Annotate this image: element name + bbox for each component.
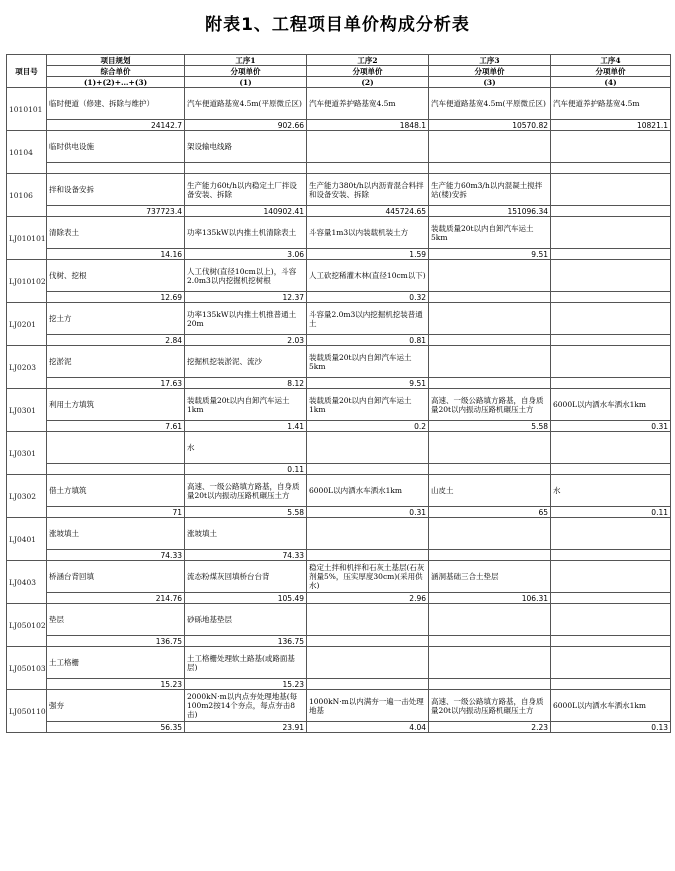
table-row	[7, 432, 671, 464]
table-row	[7, 260, 671, 292]
table-row-values	[7, 550, 671, 561]
item-code: LJ050103	[7, 647, 47, 690]
process-2-price: 9.51	[307, 378, 429, 389]
header-col0-mid: 综合单价	[47, 66, 185, 77]
item-name: 挖淤泥	[47, 346, 185, 378]
header-col2-top: 工序2	[307, 55, 429, 66]
item-name: 伐树、挖根	[47, 260, 185, 292]
process-1-desc: 生产能力60t/h以内稳定土厂拌设备安装、拆除	[185, 174, 307, 206]
item-name	[47, 432, 185, 464]
process-4-price: 0.11	[551, 507, 671, 518]
process-4-price	[551, 464, 671, 475]
process-3-price	[429, 335, 551, 346]
table-row-values	[7, 335, 671, 346]
process-4-desc	[551, 604, 671, 636]
process-1-price: 8.12	[185, 378, 307, 389]
process-3-desc	[429, 303, 551, 335]
item-total: 136.75	[47, 636, 185, 647]
item-name: 强夯	[47, 690, 185, 722]
process-2-price: 2.96	[307, 593, 429, 604]
process-4-desc	[551, 217, 671, 249]
process-2-desc: 装载质量20t以内自卸汽车运土5km	[307, 346, 429, 378]
process-3-price: 2.23	[429, 722, 551, 733]
table-row	[7, 174, 671, 206]
process-4-price	[551, 206, 671, 217]
page-title: 附表1、工程项目单价构成分析表	[205, 15, 470, 35]
process-1-desc: 挖掘机挖装淤泥、流沙	[185, 346, 307, 378]
item-code: 1010101	[7, 88, 47, 131]
process-3-price	[429, 163, 551, 174]
process-2-desc: 生产能力380t/h以内沥青混合料拌和设备安装、拆除	[307, 174, 429, 206]
price-analysis-table	[6, 54, 671, 733]
process-2-desc: 稳定土拌和机拌和石灰土基层(石灰剂量5%，压实厚度30cm)(采用供水)	[307, 561, 429, 593]
process-2-desc	[307, 604, 429, 636]
process-1-desc: 装载质量20t以内自卸汽车运土1km	[185, 389, 307, 421]
process-2-desc: 汽车便道养护路基宽4.5m	[307, 88, 429, 120]
table-row	[7, 604, 671, 636]
process-3-price: 9.51	[429, 249, 551, 260]
item-total: 74.33	[47, 550, 185, 561]
item-code: LJ0302	[7, 475, 47, 518]
process-4-price: 0.31	[551, 421, 671, 432]
item-code: LJ0203	[7, 346, 47, 389]
item-total: 17.63	[47, 378, 185, 389]
process-2-desc: 1000kN·m以内满夯一遍一击处理地基	[307, 690, 429, 722]
header-col0-top: 项目规划	[47, 55, 185, 66]
process-2-price: 0.31	[307, 507, 429, 518]
header-col3-mid: 分项单价	[429, 66, 551, 77]
header-col0-bot: (1)+(2)+…+(3)	[47, 77, 185, 88]
process-1-price: 0.11	[185, 464, 307, 475]
process-2-desc	[307, 131, 429, 163]
process-4-desc	[551, 174, 671, 206]
item-name: 垫层	[47, 604, 185, 636]
process-2-price	[307, 679, 429, 690]
item-code: LJ010102	[7, 260, 47, 303]
process-3-price	[429, 292, 551, 303]
table-row-values	[7, 378, 671, 389]
process-2-price: 1.59	[307, 249, 429, 260]
table-row-values	[7, 421, 671, 432]
header-col1-bot: (1)	[185, 77, 307, 88]
process-1-price: 105.49	[185, 593, 307, 604]
table-row-values	[7, 249, 671, 260]
process-1-price: 23.91	[185, 722, 307, 733]
item-code: LJ0201	[7, 303, 47, 346]
process-2-price	[307, 550, 429, 561]
table-row-values	[7, 636, 671, 647]
process-3-desc	[429, 346, 551, 378]
process-4-desc	[551, 131, 671, 163]
process-3-desc: 高速、一级公路填方路基，自身质量20t以内振动压路机碾压土方	[429, 690, 551, 722]
item-total: 214.76	[47, 593, 185, 604]
process-1-price: 12.37	[185, 292, 307, 303]
item-name: 临时供电设施	[47, 131, 185, 163]
process-2-price	[307, 464, 429, 475]
header-col2-bot: (2)	[307, 77, 429, 88]
table-row-values	[7, 163, 671, 174]
process-1-price: 140902.41	[185, 206, 307, 217]
process-4-desc	[551, 260, 671, 292]
process-3-desc	[429, 260, 551, 292]
process-3-price	[429, 636, 551, 647]
header-col4-mid: 分项单价	[551, 66, 671, 77]
table-row	[7, 346, 671, 378]
process-1-price: 5.58	[185, 507, 307, 518]
item-code: LJ0301	[7, 432, 47, 475]
process-3-desc: 山皮土	[429, 475, 551, 507]
process-1-price: 902.66	[185, 120, 307, 131]
process-4-price	[551, 679, 671, 690]
process-1-desc: 架设输电线路	[185, 131, 307, 163]
item-code: LJ0403	[7, 561, 47, 604]
process-4-desc	[551, 647, 671, 679]
table-row-values	[7, 120, 671, 131]
header-col2-mid: 分项单价	[307, 66, 429, 77]
item-name: 借土方填筑	[47, 475, 185, 507]
process-3-desc	[429, 647, 551, 679]
process-3-desc	[429, 432, 551, 464]
process-2-desc: 斗容量1m3以内装载机装土方	[307, 217, 429, 249]
process-3-price: 151096.34	[429, 206, 551, 217]
process-4-desc: 6000L以内洒水车洒水1km	[551, 690, 671, 722]
process-1-price: 136.75	[185, 636, 307, 647]
process-2-price: 0.2	[307, 421, 429, 432]
item-name: 利用土方填筑	[47, 389, 185, 421]
table-row	[7, 647, 671, 679]
item-code: LJ0301	[7, 389, 47, 432]
process-1-desc: 高速、一级公路填方路基，自身质量20t以内振动压路机碾压土方	[185, 475, 307, 507]
table-row-values	[7, 593, 671, 604]
process-1-desc: 2000kN·m以内点夯处理地基(每100m2按14个夯点，每点夯击8击)	[185, 690, 307, 722]
header-col3-bot: (3)	[429, 77, 551, 88]
process-1-desc: 涨坡填土	[185, 518, 307, 550]
process-4-price	[551, 249, 671, 260]
process-4-price	[551, 636, 671, 647]
process-3-desc	[429, 604, 551, 636]
item-code: LJ0401	[7, 518, 47, 561]
process-3-desc	[429, 518, 551, 550]
process-3-desc: 生产能力60m3/h以内混凝土搅拌站(楼)安拆	[429, 174, 551, 206]
item-total: 15.23	[47, 679, 185, 690]
process-4-price	[551, 593, 671, 604]
process-4-desc	[551, 303, 671, 335]
item-name: 土工格栅	[47, 647, 185, 679]
process-3-price	[429, 550, 551, 561]
header-col3-top: 工序3	[429, 55, 551, 66]
header-col4-bot: (4)	[551, 77, 671, 88]
item-total: 2.84	[47, 335, 185, 346]
item-code: 10104	[7, 131, 47, 174]
header-code: 项目号	[7, 55, 47, 88]
process-2-desc: 装载质量20t以内自卸汽车运土1km	[307, 389, 429, 421]
process-2-desc	[307, 518, 429, 550]
process-4-price	[551, 335, 671, 346]
table-row-values	[7, 679, 671, 690]
header-col1-mid: 分项单价	[185, 66, 307, 77]
process-2-price	[307, 163, 429, 174]
process-1-desc: 土工格栅处理软土路基(或路面基层)	[185, 647, 307, 679]
process-2-desc	[307, 647, 429, 679]
process-3-price: 65	[429, 507, 551, 518]
process-2-price: 0.81	[307, 335, 429, 346]
table-row	[7, 475, 671, 507]
item-code: LJ050102	[7, 604, 47, 647]
process-1-price: 74.33	[185, 550, 307, 561]
table-row-values	[7, 464, 671, 475]
process-2-desc	[307, 432, 429, 464]
process-4-desc	[551, 346, 671, 378]
process-1-price: 1.41	[185, 421, 307, 432]
process-3-desc: 装载质量20t以内自卸汽车运土5km	[429, 217, 551, 249]
header-col4-top: 工序4	[551, 55, 671, 66]
process-1-desc: 砂砾地基垫层	[185, 604, 307, 636]
table-row	[7, 690, 671, 722]
process-2-price	[307, 636, 429, 647]
item-total: 71	[47, 507, 185, 518]
item-total	[47, 464, 185, 475]
process-1-price: 15.23	[185, 679, 307, 690]
process-1-price: 3.06	[185, 249, 307, 260]
item-total: 737723.4	[47, 206, 185, 217]
process-4-desc: 汽车便道养护路基宽4.5m	[551, 88, 671, 120]
table-row	[7, 217, 671, 249]
process-1-desc: 功率135kW以内推土机推普通土20m	[185, 303, 307, 335]
table-row	[7, 303, 671, 335]
item-name: 桥涵台背回填	[47, 561, 185, 593]
process-2-desc: 人工砍挖稀灌木林(直径10cm以下)	[307, 260, 429, 292]
item-code: LJ010101	[7, 217, 47, 260]
process-4-price: 0.13	[551, 722, 671, 733]
process-2-price: 4.04	[307, 722, 429, 733]
process-3-desc: 涵洞基础三合土垫层	[429, 561, 551, 593]
item-total: 12.69	[47, 292, 185, 303]
process-1-price	[185, 163, 307, 174]
process-3-desc: 高速、一级公路填方路基，自身质量20t以内振动压路机碾压土方	[429, 389, 551, 421]
process-3-desc	[429, 131, 551, 163]
process-2-price: 0.32	[307, 292, 429, 303]
process-2-price: 445724.65	[307, 206, 429, 217]
process-4-price	[551, 292, 671, 303]
process-1-desc: 流态粉煤灰回填桥台台背	[185, 561, 307, 593]
process-1-desc: 人工伐树(直径10cm以上)，斗容2.0m3以内挖掘机挖树根	[185, 260, 307, 292]
table-row-values	[7, 507, 671, 518]
process-1-price: 2.03	[185, 335, 307, 346]
process-3-price: 5.58	[429, 421, 551, 432]
item-total: 56.35	[47, 722, 185, 733]
process-4-price	[551, 163, 671, 174]
item-name: 挖土方	[47, 303, 185, 335]
process-2-price: 1848.1	[307, 120, 429, 131]
process-4-desc	[551, 432, 671, 464]
table-header	[7, 55, 671, 88]
table-row	[7, 88, 671, 120]
table-body	[7, 88, 671, 733]
item-code: 10106	[7, 174, 47, 217]
process-3-price	[429, 679, 551, 690]
item-name: 涨坡填土	[47, 518, 185, 550]
item-total: 7.61	[47, 421, 185, 432]
item-name: 清除表土	[47, 217, 185, 249]
table-row-values	[7, 292, 671, 303]
item-total: 14.16	[47, 249, 185, 260]
process-4-price: 10821.1	[551, 120, 671, 131]
item-name: 拌和设备安拆	[47, 174, 185, 206]
process-3-price: 10570.82	[429, 120, 551, 131]
process-1-desc: 功率135kW以内推土机清除表土	[185, 217, 307, 249]
header-col1-top: 工序1	[185, 55, 307, 66]
table-row-values	[7, 206, 671, 217]
table-row	[7, 131, 671, 163]
table-row-values	[7, 722, 671, 733]
process-1-desc: 水	[185, 432, 307, 464]
item-total: 24142.7	[47, 120, 185, 131]
process-4-desc	[551, 561, 671, 593]
process-4-desc: 6000L以内洒水车洒水1km	[551, 389, 671, 421]
item-name: 临时便道（修建、拆除与维护）	[47, 88, 185, 120]
item-total	[47, 163, 185, 174]
process-4-price	[551, 550, 671, 561]
process-4-desc	[551, 518, 671, 550]
process-3-price	[429, 378, 551, 389]
process-4-desc: 水	[551, 475, 671, 507]
table-row	[7, 518, 671, 550]
item-code: LJ050110	[7, 690, 47, 733]
process-2-desc: 斗容量2.0m3以内挖掘机挖装普通土	[307, 303, 429, 335]
process-1-desc: 汽车便道路基宽4.5m(平原微丘区)	[185, 88, 307, 120]
process-3-desc: 汽车便道路基宽4.5m(平原微丘区)	[429, 88, 551, 120]
table-row	[7, 561, 671, 593]
table-row	[7, 389, 671, 421]
process-3-price: 106.31	[429, 593, 551, 604]
process-4-price	[551, 378, 671, 389]
process-2-desc: 6000L以内洒水车洒水1km	[307, 475, 429, 507]
process-3-price	[429, 464, 551, 475]
